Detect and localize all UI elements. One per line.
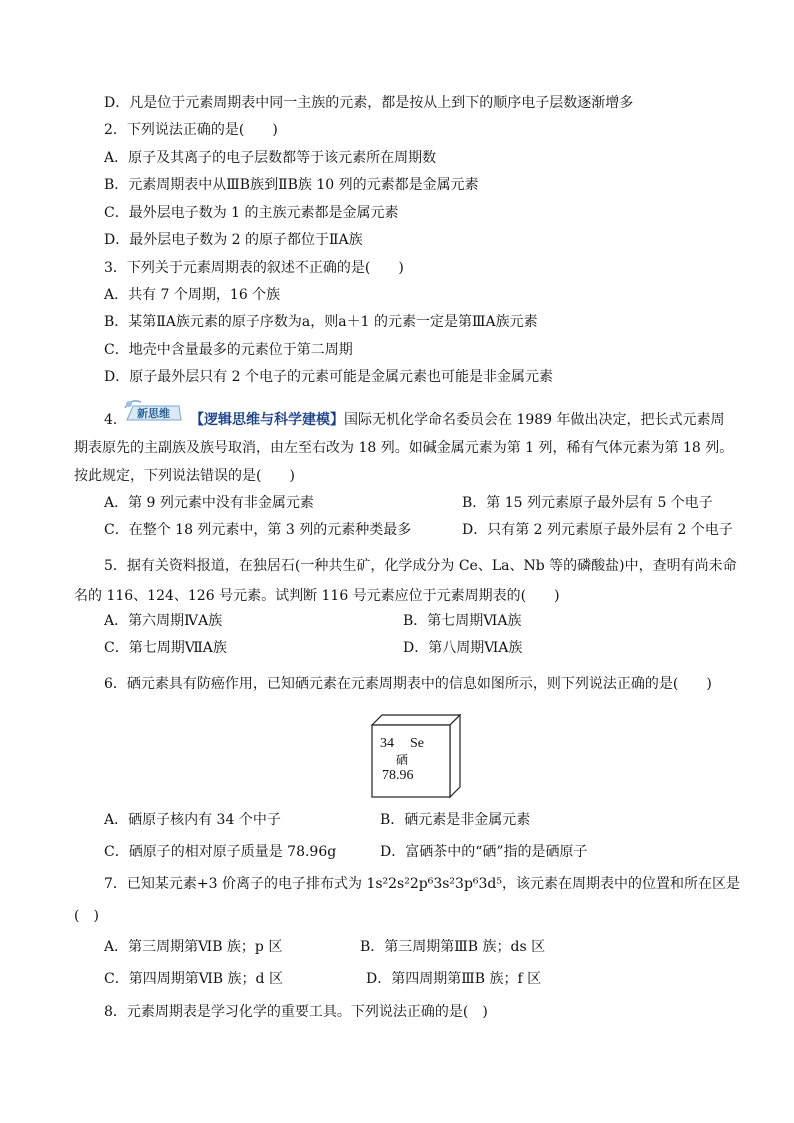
question-7-text-1: 7．已知某元素+3 价离子的电子排布式为 1s²2s²2p⁶3s²3p⁶3d⁵，该元素在周期表中的位置和所在区是 (104, 876, 740, 892)
q4-option-c: C．在整个 18 列元素中，第 3 列的元素种类最多 (104, 522, 412, 538)
question-4-text-1: 国际无机化学命名委员会在 1989 年做出决定，把长式元素周 (344, 412, 725, 428)
element-cube-drawing (370, 713, 462, 799)
new-thinking-badge (123, 398, 185, 424)
q2-option-b: B．元素周期表中从ⅢB族到ⅡB族 10 列的元素都是金属元素 (104, 177, 479, 193)
q4-option-b: B．第 15 列元素原子最外层有 5 个电子 (462, 495, 713, 511)
q7-option-b: B．第三周期第ⅢB 族；ds 区 (360, 939, 546, 955)
q5-option-d: D．第八周期ⅥA族 (403, 640, 523, 656)
q5-option-a: A．第六周期ⅣA族 (104, 613, 223, 629)
question-4-text-3: 按此规定，下列说法错误的是( ) (74, 468, 295, 484)
badge-label: 新思维 (137, 407, 170, 420)
question-2: 2．下列说法正确的是( ) (104, 122, 278, 138)
q5-option-c: C．第七周期ⅦA族 (104, 640, 227, 656)
question-8: 8．元素周期表是学习化学的重要工具。下列说法正确的是( ) (104, 1004, 488, 1020)
question-4-first-line (190, 410, 725, 430)
q3-option-a: A．共有 7 个周期，16 个族 (104, 287, 281, 303)
atomic-number: 34 (380, 736, 394, 751)
q2-option-c: C．最外层电子数为 1 的主族元素都是金属元素 (104, 205, 399, 221)
q5-option-b: B．第七周期ⅥA族 (403, 613, 522, 629)
q2-option-a: A．原子及其离子的电子层数都等于该元素所在周期数 (104, 150, 437, 166)
q1-option-d: D．凡是位于元素周期表中同一主族的元素，都是按从上到下的顺序电子层数逐渐增多 (104, 95, 634, 111)
question-4-tag: 【逻辑思维与科学建模】 (190, 412, 344, 428)
q2-option-d: D．最外层电子数为 2 的原子都位于ⅡA族 (104, 232, 363, 248)
question-4-text-2: 期表原先的主副族及族号取消，由左至右改为 18 列。如碱金属元素为第 1 列，稀有气体元素为第 18 列。 (74, 440, 734, 456)
q3-option-d: D．原子最外层只有 2 个电子的元素可能是金属元素也可能是非金属元素 (104, 369, 554, 385)
atomic-mass: 78.96 (382, 768, 414, 783)
question-5-text-2: 名的 116、124、126 号元素。试判断 116 号元素应位于元素周期表的( ) (74, 588, 560, 604)
q3-option-b: B．某第ⅡA族元素的原子序数为a，则a＋1 的元素一定是第ⅢA族元素 (104, 314, 538, 330)
q6-option-d: D．富硒茶中的“硒”指的是硒原子 (380, 844, 588, 860)
selenium-element-card (370, 713, 462, 799)
q7-option-c: C．第四周期第ⅥB 族；d 区 (104, 971, 283, 987)
q6-option-b: B．硒元素是非金属元素 (380, 812, 531, 828)
q7-option-a: A．第三周期第ⅥB 族；p 区 (104, 939, 283, 955)
q7-option-d: D．第四周期第ⅢB 族；f 区 (366, 971, 542, 987)
q4-option-a: A．第 9 列元素中没有非金属元素 (104, 495, 314, 511)
q6-option-a: A．硒原子核内有 34 个中子 (104, 812, 281, 828)
q4-option-d: D．只有第 2 列元素原子最外层有 2 个电子 (462, 522, 733, 538)
q6-option-c: C．硒原子的相对原子质量是 78.96g (104, 844, 337, 860)
q3-option-c: C．地壳中含量最多的元素位于第二周期 (104, 342, 353, 358)
question-5-text-1: 5．据有关资料报道，在独居石(一种共生矿，化学成分为 Ce、La、Nb 等的磷酸盐)中，查明有尚未命 (104, 558, 737, 574)
element-symbol: Se (410, 736, 424, 751)
element-name: 硒 (396, 753, 409, 767)
question-6: 6．硒元素具有防癌作用，已知硒元素在元素周期表中的信息如图所示，则下列说法正确的是( ) (104, 676, 712, 692)
question-7-text-2: ( ) (74, 908, 99, 924)
question-4-number: 4． (104, 412, 127, 428)
question-3: 3．下列关于元素周期表的叙述不正确的是( ) (104, 260, 404, 276)
